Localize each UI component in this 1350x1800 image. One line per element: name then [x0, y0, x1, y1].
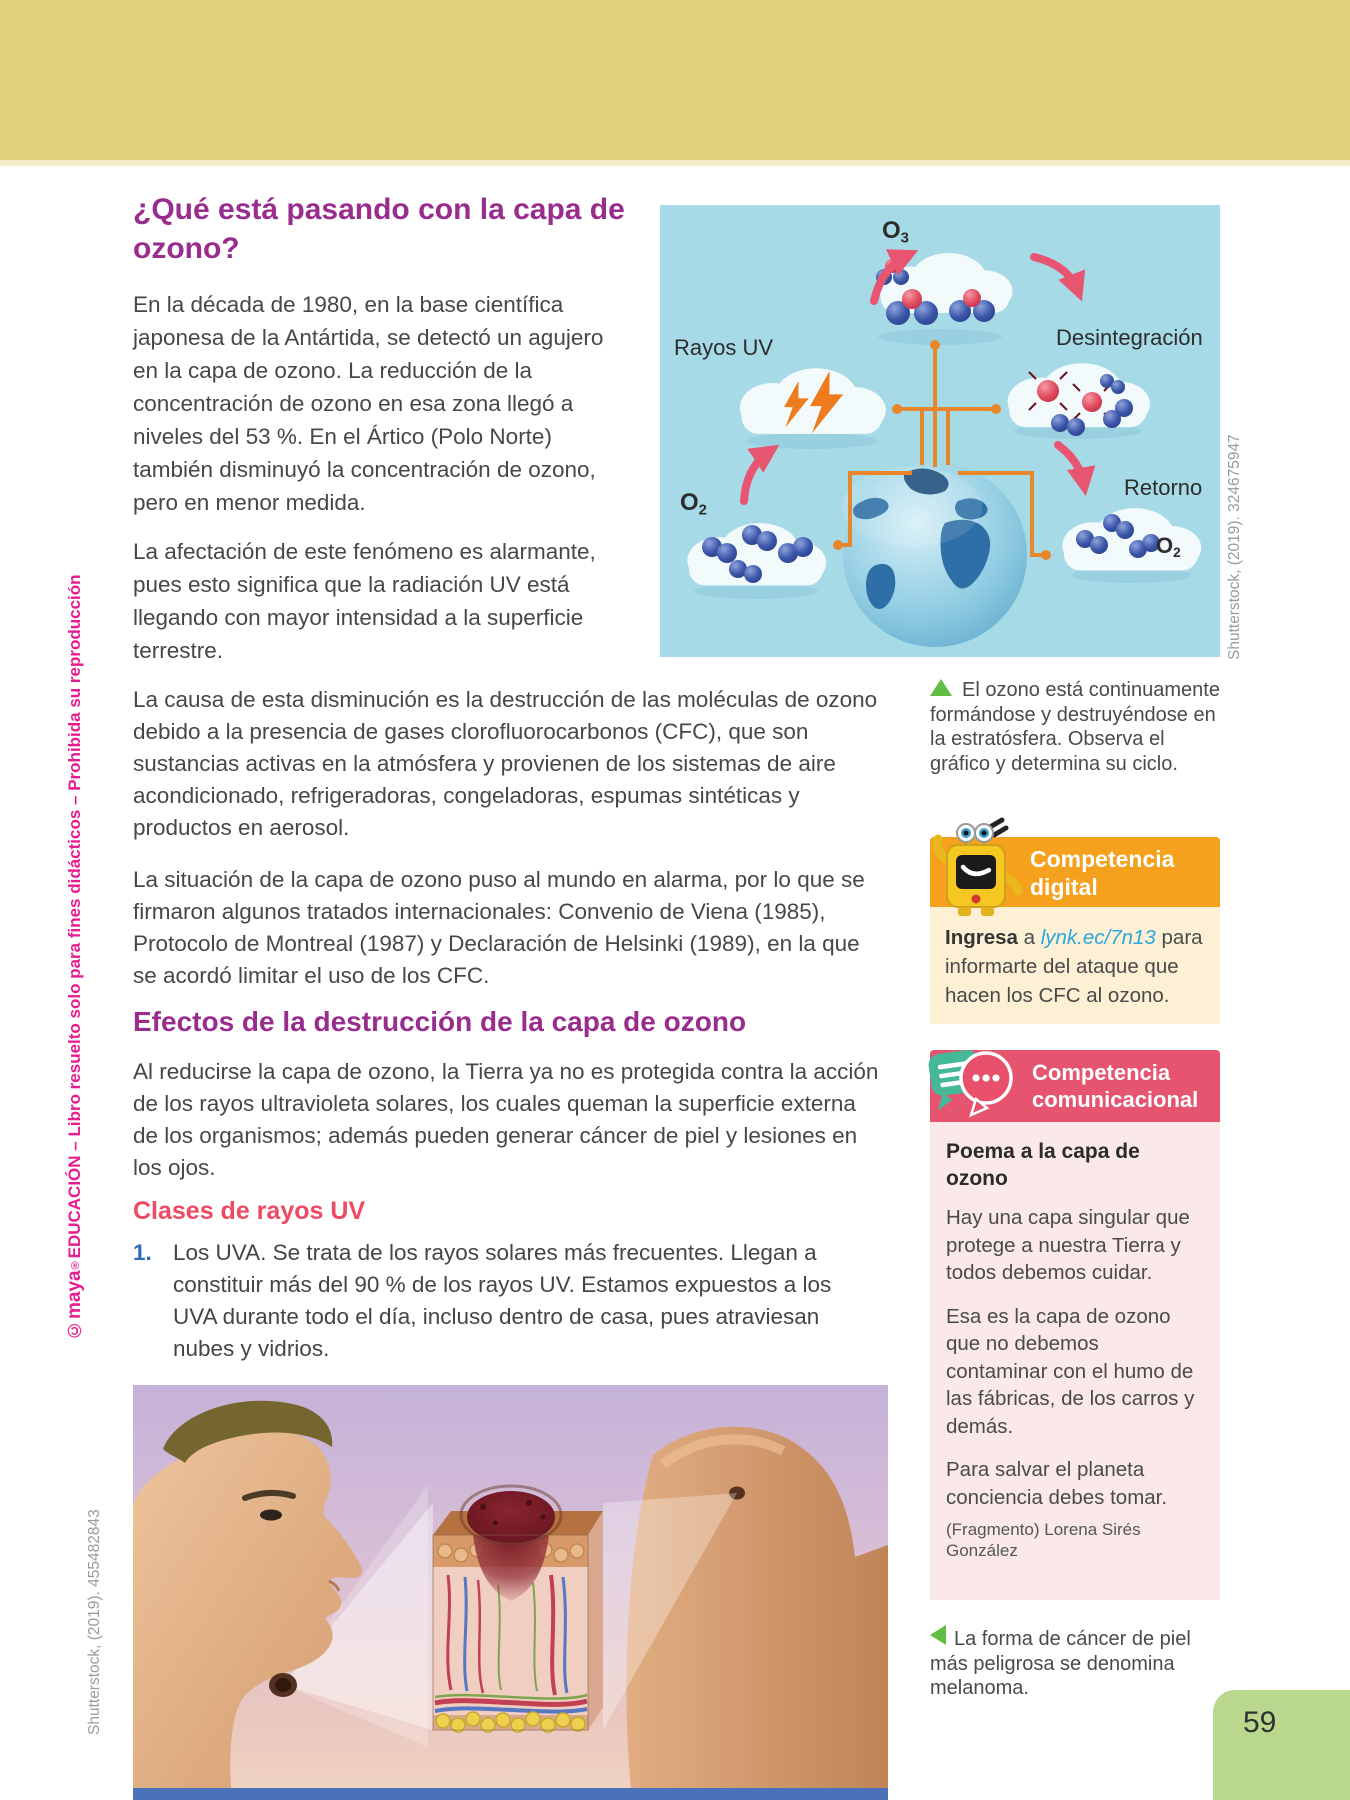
- competencia-digital-header: Competencia digital: [930, 837, 1220, 907]
- skin-cancer-photo: [133, 1385, 888, 1788]
- ozone-cycle-illustration: [660, 205, 1220, 657]
- poem-title: Poema a la capa de ozono: [946, 1140, 1140, 1190]
- competencia-comunicacional-box: [930, 1050, 1220, 1600]
- triangle-up-icon: [930, 679, 952, 696]
- photo-credit: Shutterstock, (2019). 455482843: [86, 1509, 103, 1735]
- label-o2-return: $O_2$: [1156, 533, 1181, 561]
- list-text: Los UVA. Se trata de los rayos solares más frecuentes. Llegan a constituir más del 90 % de los rayos UV. Estamos expuestos a los UVA durante todo el día, incluso dentro de casa, pues atraviesan nubes y vidrios.: [173, 1240, 832, 1361]
- publisher-logo: ©maya: [64, 1270, 85, 1340]
- robot-mascot-icon: [930, 815, 1022, 919]
- paragraph-4: La situación de la capa de ozono puso al mundo en alarma, por lo que se firmaron algunos tratados internacionales: Convenio de Viena (1985), Protocolo de Montreal (1987) y Declaración de Helsinki (1989), en la que se acordó limitar el uso de los CFC.: [133, 867, 865, 988]
- ozone-cycle-diagram: [660, 205, 1220, 657]
- poem-credit: (Fragmento) Lorena Sirés González: [946, 1520, 1141, 1560]
- poem-stanza-1: Hay una capa singular que protege a nuestra Tierra y todos debemos cuidar.: [946, 1206, 1190, 1284]
- triangle-left-icon: [930, 1625, 946, 1645]
- paragraph-3: La causa de esta disminución es la destrucción de las moléculas de ozono debido a la presencia de gases clorofluorocarbonos (CFC), que son sustancias activas en la atmósfera y provienen de los sistemas de aire acondicionado, refrigeradoras, congeladoras, espumas sintéticas y productos en aerosol.: [133, 687, 878, 840]
- competencia-comunicacional-header: Competencia comunicacional: [930, 1050, 1220, 1122]
- earth-globe: [842, 463, 1027, 647]
- page-title: ¿Qué está pasando con la capa de ozono?: [133, 193, 625, 265]
- paragraph-2: La afectación de este fenómeno es alarmante, pues esto significa que la radiación UV está llegando con mayor intensidad a la superficie terrestre.: [133, 539, 596, 663]
- label-o3: $O_3$: [882, 217, 909, 247]
- bottom-blue-strip: [133, 1788, 888, 1800]
- speech-bubbles-icon: [922, 1038, 1022, 1126]
- top-color-band: [0, 0, 1350, 166]
- paragraph-1: En la década de 1980, en la base científica japonesa de la Antártida, se detectó un agujero en la capa de ozono. La reducción de la concentración de ozono en esa zona llegó a niveles del 53 %. En el Ártico (Polo Norte) también disminuyó la concentración de ozono, pero en menor medida.: [133, 292, 604, 515]
- label-rayos-uv: Rayos UV: [674, 335, 774, 360]
- lynk-link[interactable]: lynk.ec/7n13: [1040, 926, 1156, 949]
- list-number: 1.: [133, 1240, 152, 1265]
- poem-stanza-3: Para salvar el planeta conciencia debes tomar.: [946, 1458, 1168, 1509]
- diagram-caption: El ozono está continuamente formándose y destruyéndose en la estratósfera. Observa el gráfico y determina su ciclo.: [930, 679, 1220, 775]
- skin-cross-section-cube: [433, 1486, 603, 1732]
- label-retorno: Retorno: [1124, 475, 1203, 500]
- subheading-clases-uv: Clases de rayos UV: [133, 1197, 366, 1225]
- competencia-digital-body: Ingresa a lynk.ec/7n13 para informarte del ataque que hacen los CFC al ozono.: [930, 907, 1220, 1024]
- skin-cancer-illustration: [133, 1385, 888, 1788]
- diagram-credit: Shutterstock, (2019). 324675947: [1226, 434, 1243, 660]
- poem-body: [930, 1122, 1220, 1600]
- photo-caption: La forma de cáncer de piel más peligrosa se denomina melanoma.: [930, 1625, 1222, 1701]
- page-number-tab: [1213, 1690, 1350, 1800]
- publisher-sidebar-text: ©maya®EDUCACIÓN – Libro resuelto solo para fines didácticos – Prohibida su reproducción: [64, 574, 85, 1340]
- label-o2: $O_2$: [680, 489, 707, 519]
- section-2-title: Efectos de la destrucción de la capa de ozono: [133, 1006, 747, 1037]
- competencia-digital-box: [930, 837, 1220, 1024]
- uv-list-item: [133, 1237, 881, 1365]
- paragraph-5: Al reducirse la capa de ozono, la Tierra ya no es protegida contra la acción de los rayos ultravioleta solares, los cuales queman la superficie externa de los organismos; además pueden generar cáncer de piel y lesiones en los ojos.: [133, 1059, 879, 1180]
- page-number: 59: [1243, 1706, 1277, 1739]
- poem-stanza-2: Esa es la capa de ozono que no debemos contaminar con el humo de las fábricas, de los carros y demás.: [946, 1304, 1195, 1438]
- label-desintegracion: Desintegración: [1056, 325, 1203, 350]
